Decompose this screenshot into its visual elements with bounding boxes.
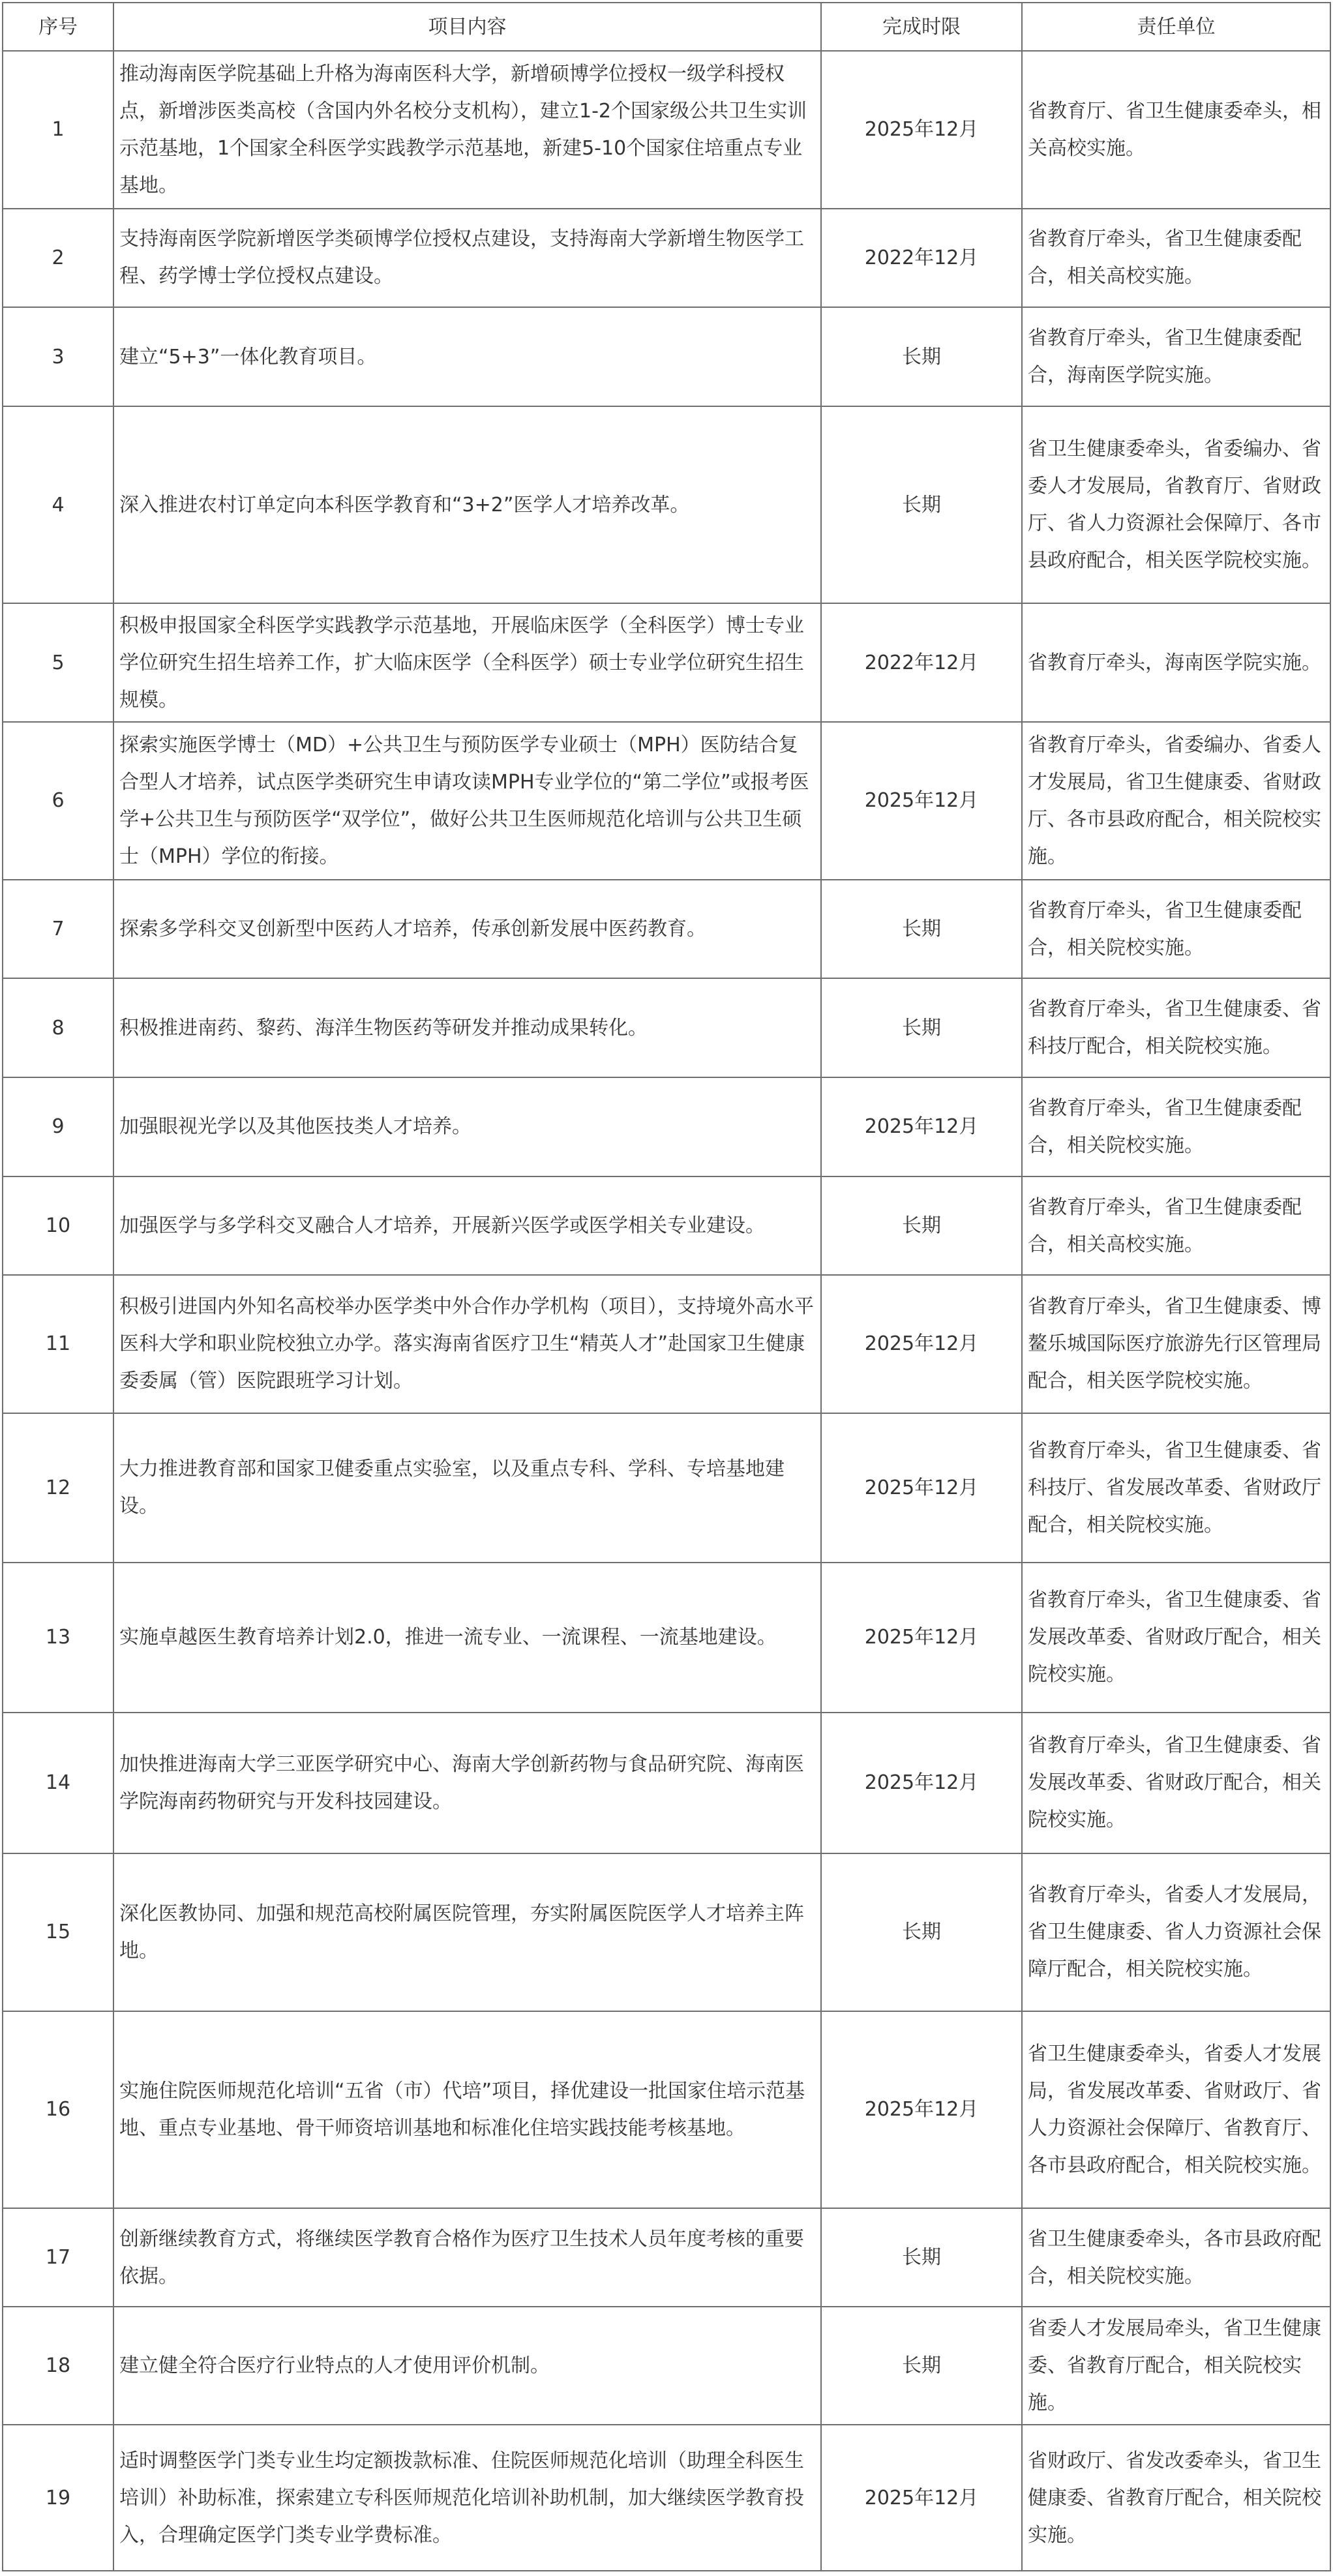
row-content-cell: 加强眼视光学以及其他医技类人才培养。 — [113, 1077, 821, 1176]
row-deadline-cell: 2025年12月 — [821, 1713, 1022, 1853]
row-content-cell: 大力推进教育部和国家卫健委重点实验室，以及重点专科、学科、专培基地建设。 — [113, 1413, 821, 1563]
row-unit-cell: 省财政厅、省发改委牵头，省卫生健康委、省教育厅配合，相关院校实施。 — [1022, 2425, 1330, 2571]
header-unit: 责任单位 — [1022, 3, 1330, 51]
row-unit-cell: 省教育厅牵头，省卫生健康委、博鳌乐城国际医疗旅游先行区管理局配合，相关医学院校实施。 — [1022, 1275, 1330, 1413]
row-deadline-cell: 长期 — [821, 307, 1022, 406]
row-deadline-cell: 长期 — [821, 1176, 1022, 1276]
row-unit-cell: 省教育厅牵头，省卫生健康委配合，相关高校实施。 — [1022, 209, 1330, 308]
table-row — [3, 406, 1330, 603]
row-seq-cell: 18 — [3, 2307, 113, 2425]
row-unit-cell: 省教育厅牵头，省卫生健康委、省发展改革委、省财政厅配合，相关院校实施。 — [1022, 1713, 1330, 1853]
row-deadline-cell: 长期 — [821, 880, 1022, 979]
row-seq-cell: 13 — [3, 1563, 113, 1712]
row-content-cell: 探索多学科交叉创新型中医药人才培养，传承创新发展中医药教育。 — [113, 880, 821, 979]
table-body — [3, 51, 1330, 2571]
table-row — [3, 2307, 1330, 2425]
row-content-cell: 建立健全符合医疗行业特点的人才使用评价机制。 — [113, 2307, 821, 2425]
row-content-cell: 积极推进南药、黎药、海洋生物医药等研发并推动成果转化。 — [113, 978, 821, 1077]
row-unit-cell: 省教育厅牵头，省卫生健康委、省发展改革委、省财政厅配合，相关院校实施。 — [1022, 1563, 1330, 1712]
row-unit-cell: 省教育厅牵头，省卫生健康委配合，相关院校实施。 — [1022, 880, 1330, 979]
row-deadline-cell: 2025年12月 — [821, 722, 1022, 880]
row-seq-cell: 1 — [3, 51, 113, 209]
row-unit-cell: 省教育厅牵头，省卫生健康委配合，海南医学院实施。 — [1022, 307, 1330, 406]
row-content-cell: 适时调整医学门类专业生均定额拨款标准、住院医师规范化培训（助理全科医生培训）补助标准，探索建立专科医师规范化培训补助机制，加大继续医学教育投入，合理确定医学门类专业学费标准。 — [113, 2425, 821, 2571]
project-table — [2, 2, 1331, 2571]
row-deadline-cell: 2022年12月 — [821, 603, 1022, 722]
row-content-cell: 实施卓越医生教育培养计划2.0，推进一流专业、一流课程、一流基地建设。 — [113, 1563, 821, 1712]
row-unit-cell: 省教育厅牵头，省委人才发展局，省卫生健康委、省人力资源社会保障厅配合，相关院校实施。 — [1022, 1853, 1330, 2011]
row-seq-cell: 5 — [3, 603, 113, 722]
table-row — [3, 722, 1330, 880]
row-unit-cell: 省卫生健康委牵头，各市县政府配合，相关院校实施。 — [1022, 2208, 1330, 2307]
row-deadline-cell: 长期 — [821, 1853, 1022, 2011]
row-unit-cell: 省委人才发展局牵头，省卫生健康委、省教育厅配合，相关院校实施。 — [1022, 2307, 1330, 2425]
row-content-cell: 深化医教协同、加强和规范高校附属医院管理，夯实附属医院医学人才培养主阵地。 — [113, 1853, 821, 2011]
table-row — [3, 1563, 1330, 1712]
row-seq-cell: 9 — [3, 1077, 113, 1176]
table-row — [3, 880, 1330, 979]
table-row — [3, 1077, 1330, 1176]
table-row — [3, 51, 1330, 209]
row-deadline-cell: 2025年12月 — [821, 1275, 1022, 1413]
row-content-cell: 积极申报国家全科医学实践教学示范基地，开展临床医学（全科医学）博士专业学位研究生招生培养工作，扩大临床医学（全科医学）硕士专业学位研究生招生规模。 — [113, 603, 821, 722]
table-row — [3, 1853, 1330, 2011]
table-row — [3, 603, 1330, 722]
row-seq-cell: 4 — [3, 406, 113, 603]
row-content-cell: 推动海南医学院基础上升格为海南医科大学，新增硕博学位授权一级学科授权点，新增涉医类高校（含国内外名校分支机构），建立1-2个国家级公共卫生实训示范基地，1个国家全科医学实践教学示范基地，新建5-10个国家住培重点专业基地。 — [113, 51, 821, 209]
table-row — [3, 2425, 1330, 2571]
row-seq-cell: 6 — [3, 722, 113, 880]
row-seq-cell: 17 — [3, 2208, 113, 2307]
row-unit-cell: 省教育厅、省卫生健康委牵头，相关高校实施。 — [1022, 51, 1330, 209]
row-unit-cell: 省卫生健康委牵头，省委人才发展局，省发展改革委、省财政厅、省人力资源社会保障厅、省教育厅、各市县政府配合，相关院校实施。 — [1022, 2011, 1330, 2208]
row-deadline-cell: 2025年12月 — [821, 1563, 1022, 1712]
row-unit-cell: 省教育厅牵头，省委编办、省委人才发展局，省卫生健康委、省财政厅、各市县政府配合，相关院校实施。 — [1022, 722, 1330, 880]
header-deadline: 完成时限 — [821, 3, 1022, 51]
row-deadline-cell: 2025年12月 — [821, 51, 1022, 209]
row-content-cell: 创新继续教育方式，将继续医学教育合格作为医疗卫生技术人员年度考核的重要依据。 — [113, 2208, 821, 2307]
row-seq-cell: 16 — [3, 2011, 113, 2208]
row-seq-cell: 8 — [3, 978, 113, 1077]
row-seq-cell: 2 — [3, 209, 113, 308]
row-content-cell: 加快推进海南大学三亚医学研究中心、海南大学创新药物与食品研究院、海南医学院海南药物研究与开发科技园建设。 — [113, 1713, 821, 1853]
row-seq-cell: 12 — [3, 1413, 113, 1563]
table-row — [3, 209, 1330, 308]
row-content-cell: 积极引进国内外知名高校举办医学类中外合作办学机构（项目），支持境外高水平医科大学和职业院校独立办学。落实海南省医疗卫生“精英人才”赴国家卫生健康委委属（管）医院跟班学习计划。 — [113, 1275, 821, 1413]
table-row — [3, 307, 1330, 406]
row-content-cell: 深入推进农村订单定向本科医学教育和“3+2”医学人才培养改革。 — [113, 406, 821, 603]
row-deadline-cell: 2025年12月 — [821, 1413, 1022, 1563]
row-unit-cell: 省教育厅牵头，省卫生健康委、省科技厅配合，相关院校实施。 — [1022, 978, 1330, 1077]
row-deadline-cell: 长期 — [821, 2307, 1022, 2425]
table-row — [3, 2208, 1330, 2307]
row-seq-cell: 19 — [3, 2425, 113, 2571]
table-header-row — [3, 3, 1330, 51]
table-row — [3, 1413, 1330, 1563]
row-content-cell: 实施住院医师规范化培训“五省（市）代培”项目，择优建设一批国家住培示范基地、重点专业基地、骨干师资培训基地和标准化住培实践技能考核基地。 — [113, 2011, 821, 2208]
row-deadline-cell: 长期 — [821, 978, 1022, 1077]
row-content-cell: 探索实施医学博士（MD）+公共卫生与预防医学专业硕士（MPH）医防结合复合型人才培养，试点医学类研究生申请攻读MPH专业学位的“第二学位”或报考医学+公共卫生与预防医学“双学位”，做好公共卫生医师规范化培训与公共卫生硕士（MPH）学位的衔接。 — [113, 722, 821, 880]
table-row — [3, 2011, 1330, 2208]
table-row — [3, 1176, 1330, 1276]
row-deadline-cell: 2022年12月 — [821, 209, 1022, 308]
header-content: 项目内容 — [113, 3, 821, 51]
row-deadline-cell: 2025年12月 — [821, 2425, 1022, 2571]
row-content-cell: 加强医学与多学科交叉融合人才培养，开展新兴医学或医学相关专业建设。 — [113, 1176, 821, 1276]
table-row — [3, 1275, 1330, 1413]
row-seq-cell: 10 — [3, 1176, 113, 1276]
row-unit-cell: 省教育厅牵头，省卫生健康委、省科技厅、省发展改革委、省财政厅配合，相关院校实施。 — [1022, 1413, 1330, 1563]
row-unit-cell: 省教育厅牵头，省卫生健康委配合，相关院校实施。 — [1022, 1077, 1330, 1176]
row-unit-cell: 省教育厅牵头，省卫生健康委配合，相关高校实施。 — [1022, 1176, 1330, 1276]
row-deadline-cell: 2025年12月 — [821, 2011, 1022, 2208]
row-content-cell: 支持海南医学院新增医学类硕博学位授权点建设，支持海南大学新增生物医学工程、药学博士学位授权点建设。 — [113, 209, 821, 308]
row-unit-cell: 省教育厅牵头，海南医学院实施。 — [1022, 603, 1330, 722]
header-seq: 序号 — [3, 3, 113, 51]
row-content-cell: 建立“5+3”一体化教育项目。 — [113, 307, 821, 406]
row-unit-cell: 省卫生健康委牵头，省委编办、省委人才发展局，省教育厅、省财政厅、省人力资源社会保障厅、各市县政府配合，相关医学院校实施。 — [1022, 406, 1330, 603]
row-deadline-cell: 2025年12月 — [821, 1077, 1022, 1176]
table-row — [3, 978, 1330, 1077]
row-seq-cell: 11 — [3, 1275, 113, 1413]
table-row — [3, 1713, 1330, 1853]
row-seq-cell: 7 — [3, 880, 113, 979]
row-seq-cell: 3 — [3, 307, 113, 406]
row-deadline-cell: 长期 — [821, 2208, 1022, 2307]
row-deadline-cell: 长期 — [821, 406, 1022, 603]
row-seq-cell: 14 — [3, 1713, 113, 1853]
row-seq-cell: 15 — [3, 1853, 113, 2011]
